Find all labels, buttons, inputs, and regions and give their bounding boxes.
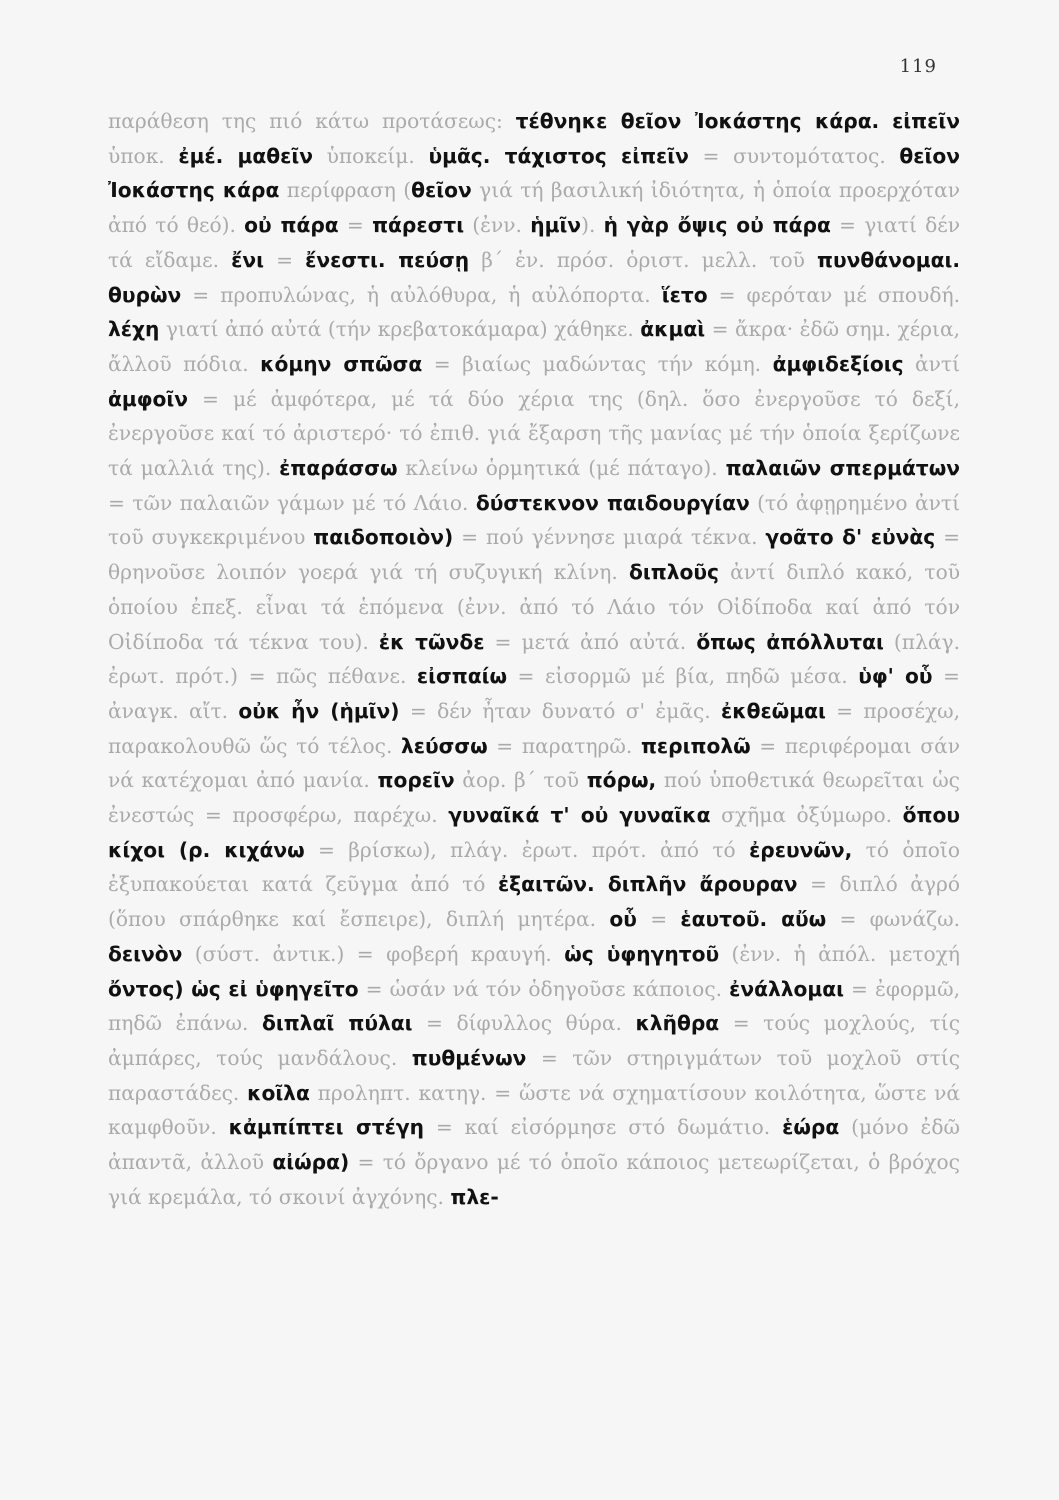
gloss-text: = ὡσάν νά τόν ὁδηγοῦσε κάποιος. (358, 976, 730, 1001)
gloss-text: = βιαίως μαδώντας τήν κόμη. (422, 351, 773, 376)
gloss-text: πού ὑποθετικά θεωρεῖται ὡς ἐνεστώς = προσφέρω, παρέχω. (108, 768, 960, 828)
gloss-text: περίφραση ( (279, 178, 412, 203)
lemma-term: διπλαῖ πύλαι (261, 1011, 413, 1036)
gloss-text: κλείνω ὁρμητικά (μέ πάταγο). (397, 456, 726, 481)
lemma-term: ὡς ὑφηγητοῦ (564, 941, 720, 966)
lemma-term: παιδοποιὸν) (313, 525, 454, 550)
lemma-term: ἐκθεῶμαι (721, 698, 826, 723)
gloss-text: = ἐφορμῶ, πηδῶ ἐπάνω. (108, 976, 960, 1036)
commentary-text (108, 104, 960, 1215)
gloss-text: ἀντί διπλό κακό, τοῦ ὁποίου ἐπεξ. εἶναι τά ἑπόμενα (ἐνν. ἀπό τό Λάιο τόν Οἰδίποδα καί ἀπό τόν Οἰδίποδα τά τέκνα του). (108, 560, 960, 654)
gloss-text (879, 109, 892, 133)
gloss-text: (ἐνν. (464, 213, 531, 238)
lemma-term: περιπολῶ (640, 733, 751, 758)
gloss-text: ὑποκείμ. (313, 143, 429, 168)
lemma-term: εἰσπαίω (416, 664, 507, 689)
lemma-term: ἐνάλλομαι (729, 976, 844, 1001)
gloss-text: προληπτ. κατηγ. = ὥστε νά σχηματίσουν κοιλότητα, ὥστε νά καμφθοῦν. (108, 1080, 960, 1140)
lemma-term: θεῖον (411, 178, 472, 203)
page-number: 119 (899, 56, 937, 77)
lemma-term: πυνθάνομαι. θυρὼν (108, 247, 961, 307)
gloss-text: (σύστ. ἀντικ.) = φοβερή κραυγή. (182, 941, 565, 966)
gloss-text: = τό ὄργανο μέ τό ὁποῖο κάποιος μετεωρίζεται, ὁ βρόχος γιά κρεμάλα, τό σκοινί ἀγχόνης. (108, 1150, 960, 1209)
gloss-text: ὑποκ. (108, 143, 179, 168)
lemma-term: οὐκ ἦν (ἡμῖν) (238, 698, 400, 723)
gloss-text: (ἐνν. ἡ ἀπόλ. μετοχή (719, 941, 960, 966)
gloss-text: = διπλό ἀγρό (ὅπου σπάρθηκε καί ἔσπειρε), διπλή μητέρα. (108, 872, 961, 932)
lemma-term: αἰώρα) (272, 1150, 350, 1175)
gloss-text: τό ὁποῖο ἐξυπακούεται κατά ζεῦγμα ἀπό τό (108, 837, 960, 897)
lemma-term: ἐρευνῶν, (749, 837, 853, 862)
gloss-text: γιατί ἀπό αὐτά (τήν κρεβατοκάμαρα) χάθηκε. (159, 317, 641, 342)
gloss-text: = συντομότατος. (688, 143, 900, 168)
gloss-text: ἀορ. β΄ τοῦ (454, 768, 587, 793)
lemma-term: ὅπου κίχοι (ρ. κιχάνω (108, 803, 960, 862)
lemma-term: οὐ πάρα (244, 213, 339, 238)
lemma-term: κοῖλα (247, 1080, 310, 1105)
lemma-term: ἑώρα (782, 1115, 840, 1140)
lemma-term: οὗ (609, 907, 637, 932)
lemma-term: κλῆθρα (635, 1011, 720, 1036)
lemma-term: ἵετο (661, 282, 708, 307)
lemma-term: διπλοῦς (629, 560, 719, 585)
gloss-text: = τῶν στηριγμάτων τοῦ μοχλοῦ στίς παραστάδες. (108, 1045, 961, 1105)
gloss-text: = (636, 907, 681, 932)
lemma-term: ὑμᾶς. τάχιστος εἰπεῖν (428, 143, 689, 168)
gloss-text: ἀντί (903, 351, 961, 376)
lemma-term: ἀμφοῖν (108, 386, 189, 411)
lemma-term: δύστεκνον παιδουργίαν (475, 490, 750, 515)
gloss-text: β΄ ἑν. πρόσ. ὁριστ. μελλ. τοῦ (469, 247, 818, 272)
lemma-term: λεύσσω (401, 733, 488, 758)
lemma-term: ἐμέ. μαθεῖν (178, 143, 314, 168)
lemma-term: πόρω, (586, 768, 657, 793)
gloss-text: = φερόταν μέ σπουδή. (707, 282, 960, 307)
lemma-term: παλαιῶν σπερμάτων (725, 456, 960, 481)
gloss-text: = περιφέρομαι σάν νά κατέχομαι ἀπό μανία. (108, 733, 960, 793)
gloss-text: = προπυλώνας, ἡ αὐλόθυρα, ἡ αὐλόπορτα. (181, 282, 662, 307)
lemma-term: ἐξαιτῶν. διπλῆν ἄρουραν (497, 872, 798, 897)
lemma-term: πλε- (450, 1184, 499, 1209)
gloss-text: γιά τή βασιλική ἰδιότητα, ἡ ὁποία προερχόταν ἀπό τό θεό). (108, 178, 961, 238)
lemma-term: ἡμῖν (530, 213, 582, 238)
gloss-text: = θρηνοῦσε λοιπόν γοερά γιά τή συζυγική κλίνη. (108, 525, 960, 585)
gloss-text: ). (581, 213, 604, 238)
gloss-text: = προσέχω, παρακολουθῶ ὥς τό τέλος. (108, 698, 961, 758)
lemma-term: πυθμένων (411, 1045, 527, 1070)
gloss-text: σχῆμα ὀξύμωρο. (710, 803, 903, 828)
lemma-term: δεινὸν (108, 941, 183, 966)
gloss-text: = βρίσκω), πλάγ. ἐρωτ. πρότ. ἀπό τό (304, 837, 750, 862)
lemma-term: λέχη (108, 317, 160, 342)
lemma-term: ἐπαράσσω (279, 456, 398, 481)
lemma-term: ὄντος) ὡς εἰ ὑφηγεῖτο (108, 976, 359, 1001)
lemma-term: ἐκ τῶνδε (378, 629, 485, 654)
gloss-text: = γιατί δέν τά εἴδαμε. (108, 213, 961, 272)
gloss-text: = ἀναγκ. αἴτ. (108, 664, 960, 723)
lemma-term: ἀκμαὶ (640, 317, 706, 342)
lemma-term: ἀμφιδεξίοις (772, 351, 904, 376)
gloss-text: (τό ἀφῃρημένο ἀντί τοῦ συγκεκριμένου (108, 490, 960, 550)
lemma-term: γυναῖκά τ' οὐ γυναῖκα (448, 803, 711, 828)
gloss-text: (πλάγ. ἐρωτ. πρότ.) = πῶς πέθανε. (108, 629, 960, 689)
gloss-text: = δέν ἦταν δυνατό σ' ἐμᾶς. (399, 698, 721, 723)
lemma-term: ὑφ' οὗ (858, 664, 933, 689)
lemma-term: ἑαυτοῦ. αὔω (680, 907, 827, 932)
gloss-text: = μετά ἀπό αὐτά. (484, 629, 697, 654)
lemma-term: ἔνι (231, 247, 265, 272)
lemma-term: εἰπεῖν (892, 109, 960, 133)
lemma-term: ἔνεστι. πεύσῃ (305, 247, 470, 272)
gloss-text: = παρατηρῶ. (487, 733, 641, 758)
gloss-text: = καί εἰσόρμησε στό δωμάτιο. (423, 1115, 783, 1140)
gloss-text: = τῶν παλαιῶν γάμων μέ τό Λάιο. (108, 490, 476, 515)
lemma-term: κόμην σπῶσα (260, 351, 423, 376)
lemma-term: γοᾶτο δ' εὐνὰς (765, 525, 936, 550)
gloss-text: = τούς μοχλούς, τίς ἀμπάρες, τούς μανδάλους. (108, 1011, 961, 1070)
gloss-text: = (264, 247, 306, 272)
lemma-term: ἡ γὰρ ὄψις οὐ πάρα (603, 213, 831, 238)
lemma-term: πάρεστι (372, 213, 465, 238)
gloss-text: παράθεση της πιό κάτω προτάσεως: (108, 109, 516, 133)
gloss-text: = (338, 213, 373, 238)
lemma-term: πορεῖν (377, 768, 455, 793)
lemma-term: τέθνηκε θεῖον Ἰοκάστης κάρα. (515, 109, 880, 133)
gloss-text: = ἄκρα· ἐδῶ σημ. χέρια, ἄλλοῦ πόδια. (108, 317, 960, 376)
gloss-text: (μόνο ἐδῶ ἀπαντᾶ, ἀλλοῦ (108, 1115, 960, 1175)
gloss-text: = φωνάζω. (826, 907, 960, 932)
gloss-text: = μέ ἀμφότερα, μέ τά δύο χέρια της (δηλ. ὅσο ἐνεργοῦσε τό δεξί, ἐνεργοῦσε καί τό ἀριστερό· τό ἐπιθ. γιά ἔξαρση τῆς μανίας μέ τήν ὁποία ξερίζωνε τά μαλλιά της). (108, 386, 960, 481)
gloss-text: = εἰσορμῶ μέ βία, πηδῶ μέσα. (507, 664, 859, 689)
lemma-term: ὅπως ἀπόλλυται (696, 629, 884, 654)
lemma-term: κἀμπίπτει στέγη (228, 1115, 424, 1140)
gloss-text: = δίφυλλος θύρα. (412, 1011, 636, 1036)
lemma-term: θεῖον Ἰοκάστης κάρα (108, 143, 960, 203)
gloss-text: = πού γέννησε μιαρά τέκνα. (453, 525, 766, 550)
